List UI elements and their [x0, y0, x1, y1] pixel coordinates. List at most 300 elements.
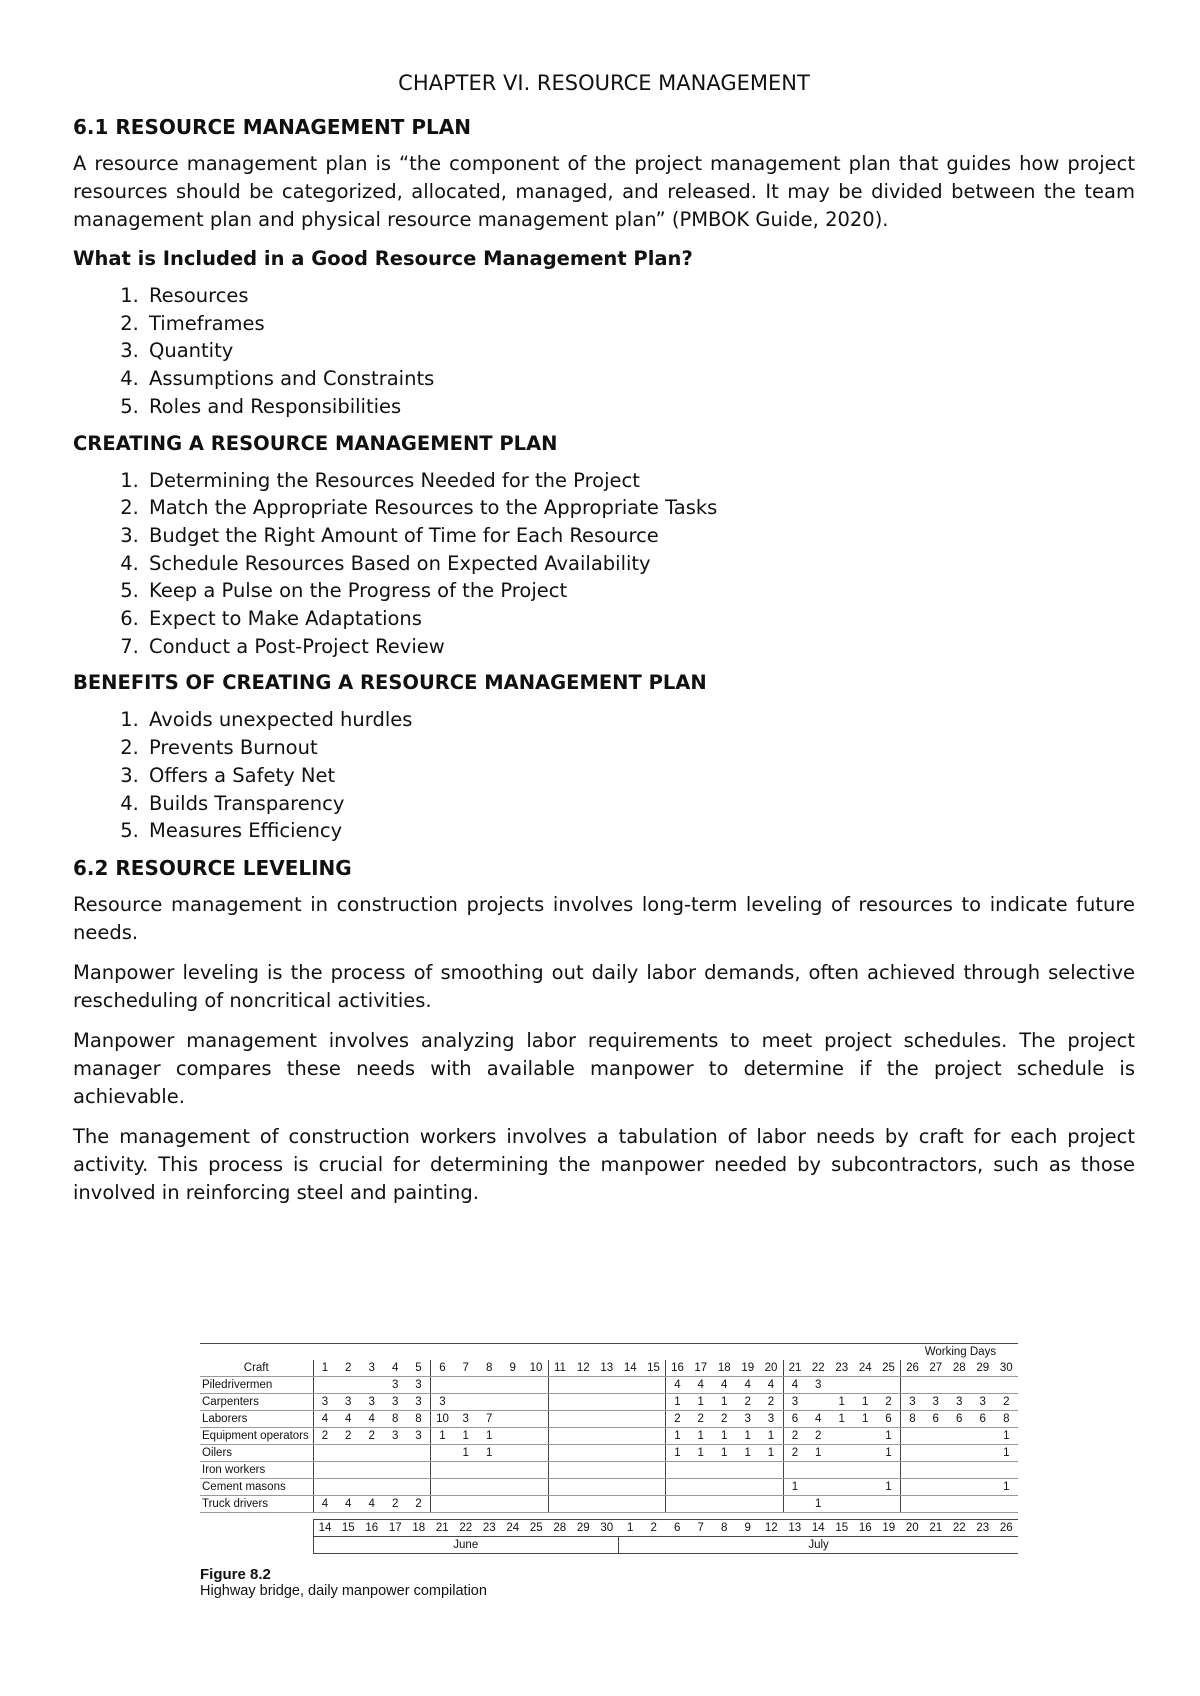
- benefits-list: [73, 706, 1135, 845]
- table-cell: 1: [689, 1428, 713, 1445]
- table-cell: 3: [384, 1428, 408, 1445]
- table-cell: [407, 1462, 431, 1479]
- table-cell: [548, 1428, 572, 1445]
- table-cell: [595, 1377, 619, 1394]
- craft-header: Craft: [200, 1360, 313, 1377]
- table-cell: 3: [971, 1394, 995, 1411]
- table-cell: 3: [901, 1394, 925, 1411]
- table-cell: [454, 1394, 478, 1411]
- table-cell: 4: [713, 1377, 737, 1394]
- table-cell: [478, 1462, 502, 1479]
- table-cell: [736, 1479, 760, 1496]
- list-item: 2. Timeframes: [145, 310, 1135, 338]
- table-cell: [901, 1479, 925, 1496]
- calendar-date: 20: [901, 1520, 925, 1537]
- table-cell: [313, 1462, 337, 1479]
- table-cell: 1: [877, 1479, 901, 1496]
- list-item: 1. Determining the Resources Needed for the Project: [145, 467, 1135, 495]
- section-heading-6-2: 6.2 RESOURCE LEVELING: [73, 855, 352, 880]
- table-cell: [854, 1377, 878, 1394]
- table-cell: [360, 1462, 384, 1479]
- figure-number: Figure 8.2: [200, 1566, 271, 1583]
- day-number: 21: [783, 1360, 807, 1377]
- table-cell: 1: [454, 1428, 478, 1445]
- month-july: July: [619, 1537, 1019, 1554]
- table-cell: [313, 1377, 337, 1394]
- manpower-figure: [200, 1343, 1018, 1599]
- table-cell: [948, 1377, 972, 1394]
- table-cell: 6: [783, 1411, 807, 1428]
- table-cell: [525, 1479, 549, 1496]
- table-cell: [854, 1428, 878, 1445]
- table-cell: 2: [666, 1411, 690, 1428]
- day-number: 24: [854, 1360, 878, 1377]
- table-cell: [830, 1377, 854, 1394]
- calendar-date: 7: [689, 1520, 713, 1537]
- table-cell: [642, 1445, 666, 1462]
- calendar-date: 13: [783, 1520, 807, 1537]
- table-cell: 4: [736, 1377, 760, 1394]
- table-cell: 3: [384, 1394, 408, 1411]
- list-item: 5. Measures Efficiency: [145, 817, 1135, 845]
- table-cell: 4: [760, 1377, 784, 1394]
- table-cell: 3: [948, 1394, 972, 1411]
- table-cell: [454, 1462, 478, 1479]
- craft-name: Oilers: [200, 1445, 313, 1462]
- table-cell: [360, 1479, 384, 1496]
- table-cell: 3: [337, 1394, 361, 1411]
- table-cell: [854, 1496, 878, 1513]
- table-cell: 1: [713, 1394, 737, 1411]
- table-cell: [619, 1428, 643, 1445]
- table-cell: 3: [313, 1394, 337, 1411]
- creating-heading: CREATING A RESOURCE MANAGEMENT PLAN: [73, 431, 558, 455]
- benefits-heading: BENEFITS OF CREATING A RESOURCE MANAGEMENT PLAN: [73, 671, 707, 695]
- table-cell: 1: [760, 1445, 784, 1462]
- table-cell: [830, 1462, 854, 1479]
- table-cell: [642, 1462, 666, 1479]
- included-list: [73, 282, 1135, 421]
- table-cell: [572, 1462, 596, 1479]
- table-cell: [454, 1377, 478, 1394]
- table-cell: [619, 1462, 643, 1479]
- list-item: 4. Schedule Resources Based on Expected Availability: [145, 550, 1135, 578]
- table-cell: 1: [877, 1428, 901, 1445]
- table-cell: [360, 1445, 384, 1462]
- day-number: 15: [642, 1360, 666, 1377]
- table-cell: [384, 1445, 408, 1462]
- table-cell: [689, 1479, 713, 1496]
- list-item: 5. Keep a Pulse on the Progress of the Project: [145, 577, 1135, 605]
- day-number: 29: [971, 1360, 995, 1377]
- table-cell: 1: [736, 1445, 760, 1462]
- included-heading: What is Included in a Good Resource Management Plan?: [73, 247, 693, 270]
- table-row: [200, 1445, 1018, 1462]
- calendar-date: 21: [924, 1520, 948, 1537]
- table-cell: 2: [313, 1428, 337, 1445]
- table-cell: [877, 1377, 901, 1394]
- table-cell: [924, 1479, 948, 1496]
- list-item: 2. Prevents Burnout: [145, 734, 1135, 762]
- table-cell: 3: [407, 1377, 431, 1394]
- table-cell: 1: [666, 1394, 690, 1411]
- table-cell: 6: [948, 1411, 972, 1428]
- table-cell: [619, 1496, 643, 1513]
- calendar-date: 12: [760, 1520, 784, 1537]
- table-cell: [595, 1428, 619, 1445]
- document-page: [73, 70, 1135, 1219]
- table-cell: [548, 1479, 572, 1496]
- table-cell: [642, 1411, 666, 1428]
- day-number: 17: [689, 1360, 713, 1377]
- table-cell: [619, 1445, 643, 1462]
- list-item: 1. Avoids unexpected hurdles: [145, 706, 1135, 734]
- table-row: [200, 1496, 1018, 1513]
- table-cell: 1: [995, 1479, 1019, 1496]
- header-row: [200, 1360, 1018, 1377]
- day-number: 28: [948, 1360, 972, 1377]
- table-cell: 6: [877, 1411, 901, 1428]
- table-cell: [830, 1428, 854, 1445]
- table-cell: [948, 1496, 972, 1513]
- table-cell: [407, 1479, 431, 1496]
- table-cell: [478, 1496, 502, 1513]
- table-cell: [337, 1445, 361, 1462]
- calendar-date: 21: [431, 1520, 455, 1537]
- table-cell: 8: [384, 1411, 408, 1428]
- day-number: 20: [760, 1360, 784, 1377]
- working-days-label: Working Days: [313, 1344, 1018, 1361]
- table-cell: 4: [337, 1496, 361, 1513]
- table-cell: [572, 1496, 596, 1513]
- table-cell: [924, 1462, 948, 1479]
- table-cell: 8: [407, 1411, 431, 1428]
- table-cell: [525, 1428, 549, 1445]
- table-row: [200, 1479, 1018, 1496]
- table-cell: [854, 1445, 878, 1462]
- table-cell: [830, 1496, 854, 1513]
- table-cell: [830, 1479, 854, 1496]
- table-cell: 2: [384, 1496, 408, 1513]
- chapter-title: CHAPTER VI. RESOURCE MANAGEMENT: [398, 71, 810, 95]
- table-cell: [525, 1462, 549, 1479]
- table-cell: 2: [783, 1445, 807, 1462]
- day-number: 19: [736, 1360, 760, 1377]
- paragraph: Manpower management involves analyzing labor requirements to meet project schedules. The project manager compares these needs with available manpower to determine if the project schedule is achievable.: [73, 1028, 1135, 1108]
- table-cell: [454, 1479, 478, 1496]
- table-cell: [642, 1479, 666, 1496]
- table-cell: 1: [689, 1445, 713, 1462]
- table-cell: 3: [736, 1411, 760, 1428]
- table-cell: [478, 1377, 502, 1394]
- table-cell: [407, 1445, 431, 1462]
- craft-name: Truck drivers: [200, 1496, 313, 1513]
- table-cell: [572, 1445, 596, 1462]
- calendar-date: 29: [572, 1520, 596, 1537]
- table-cell: [713, 1462, 737, 1479]
- table-cell: [619, 1377, 643, 1394]
- table-cell: [548, 1411, 572, 1428]
- table-cell: [642, 1496, 666, 1513]
- craft-name: Piledrivermen: [200, 1377, 313, 1394]
- table-cell: 1: [830, 1394, 854, 1411]
- table-row: [200, 1462, 1018, 1479]
- table-cell: [901, 1428, 925, 1445]
- day-number: 30: [995, 1360, 1019, 1377]
- table-cell: [313, 1445, 337, 1462]
- section-heading-6-1: 6.1 RESOURCE MANAGEMENT PLAN: [73, 115, 472, 139]
- table-cell: 1: [478, 1445, 502, 1462]
- calendar-date: 15: [830, 1520, 854, 1537]
- table-cell: [572, 1411, 596, 1428]
- table-cell: 2: [689, 1411, 713, 1428]
- table-cell: 3: [431, 1394, 455, 1411]
- table-cell: 1: [854, 1394, 878, 1411]
- calendar-date: 26: [995, 1520, 1019, 1537]
- list-item: 4. Assumptions and Constraints: [145, 365, 1135, 393]
- table-cell: 1: [713, 1445, 737, 1462]
- table-cell: 4: [337, 1411, 361, 1428]
- table-cell: [431, 1377, 455, 1394]
- table-cell: [736, 1462, 760, 1479]
- calendar-date: 9: [736, 1520, 760, 1537]
- day-number: 10: [525, 1360, 549, 1377]
- day-number: 22: [807, 1360, 831, 1377]
- table-cell: [642, 1394, 666, 1411]
- table-cell: [384, 1479, 408, 1496]
- table-cell: [337, 1462, 361, 1479]
- paragraph: Manpower leveling is the process of smoothing out daily labor demands, often achieved through selective rescheduling of noncritical activities.: [73, 960, 1135, 1012]
- table-cell: [431, 1445, 455, 1462]
- table-cell: [807, 1479, 831, 1496]
- paragraph: Resource management in construction projects involves long-term leveling of resources to indicate future needs.: [73, 892, 1135, 944]
- day-number: 3: [360, 1360, 384, 1377]
- months-row: [200, 1537, 1018, 1554]
- calendar-date: 14: [807, 1520, 831, 1537]
- table-cell: [572, 1428, 596, 1445]
- calendar-date: 16: [854, 1520, 878, 1537]
- table-cell: 4: [689, 1377, 713, 1394]
- day-number: 13: [595, 1360, 619, 1377]
- list-item: 4. Builds Transparency: [145, 790, 1135, 818]
- table-cell: [948, 1428, 972, 1445]
- day-number: 26: [901, 1360, 925, 1377]
- calendar-date: 30: [595, 1520, 619, 1537]
- table-row: [200, 1411, 1018, 1428]
- table-cell: 2: [337, 1428, 361, 1445]
- table-cell: [501, 1462, 525, 1479]
- day-number: 23: [830, 1360, 854, 1377]
- table-cell: [431, 1496, 455, 1513]
- table-cell: [689, 1462, 713, 1479]
- table-cell: [924, 1428, 948, 1445]
- table-cell: [525, 1411, 549, 1428]
- day-number: 8: [478, 1360, 502, 1377]
- table-cell: 8: [901, 1411, 925, 1428]
- table-cell: [572, 1377, 596, 1394]
- table-cell: [595, 1462, 619, 1479]
- table-cell: [995, 1496, 1019, 1513]
- day-number: 2: [337, 1360, 361, 1377]
- table-cell: 6: [924, 1411, 948, 1428]
- calendar-date: 16: [360, 1520, 384, 1537]
- table-cell: [313, 1479, 337, 1496]
- calendar-date: 25: [525, 1520, 549, 1537]
- paragraph: The management of construction workers involves a tabulation of labor needs by craft for each project activity. This process is crucial for determining the manpower needed by subcontractors, such as those involved in reinforcing steel and painting.: [73, 1124, 1135, 1204]
- table-cell: 2: [736, 1394, 760, 1411]
- table-cell: 3: [924, 1394, 948, 1411]
- table-cell: [760, 1496, 784, 1513]
- day-number: 18: [713, 1360, 737, 1377]
- table-cell: 1: [736, 1428, 760, 1445]
- craft-name: Carpenters: [200, 1394, 313, 1411]
- table-cell: [948, 1462, 972, 1479]
- table-cell: [854, 1462, 878, 1479]
- day-number: 6: [431, 1360, 455, 1377]
- resource-plan-definition: A resource management plan is “the component of the project management plan that guides how project resources should be categorized, allocated, managed, and released. It may be divided between the team management plan and physical resource management plan” (PMBOK Guide, 2020).: [73, 152, 1135, 231]
- table-cell: 4: [666, 1377, 690, 1394]
- table-cell: [713, 1479, 737, 1496]
- table-cell: 2: [877, 1394, 901, 1411]
- table-cell: [924, 1377, 948, 1394]
- table-cell: [548, 1496, 572, 1513]
- table-cell: [854, 1479, 878, 1496]
- day-number: 7: [454, 1360, 478, 1377]
- table-cell: [501, 1445, 525, 1462]
- table-cell: 1: [807, 1496, 831, 1513]
- spacer-row: [200, 1513, 1018, 1520]
- table-row: [200, 1428, 1018, 1445]
- calendar-date: 14: [313, 1520, 337, 1537]
- calendar-date: 15: [337, 1520, 361, 1537]
- table-cell: [595, 1496, 619, 1513]
- table-cell: 3: [454, 1411, 478, 1428]
- table-cell: [360, 1377, 384, 1394]
- table-cell: [337, 1377, 361, 1394]
- craft-name: Laborers: [200, 1411, 313, 1428]
- table-cell: [971, 1445, 995, 1462]
- table-cell: [525, 1496, 549, 1513]
- list-item: 7. Conduct a Post-Project Review: [145, 633, 1135, 661]
- table-cell: 7: [478, 1411, 502, 1428]
- table-cell: [595, 1445, 619, 1462]
- calendar-date: 24: [501, 1520, 525, 1537]
- table-cell: [971, 1428, 995, 1445]
- table-cell: 4: [360, 1496, 384, 1513]
- table-cell: [877, 1462, 901, 1479]
- calendar-date: 28: [548, 1520, 572, 1537]
- table-cell: [501, 1479, 525, 1496]
- table-cell: 3: [407, 1428, 431, 1445]
- table-cell: [525, 1377, 549, 1394]
- dates-corner: [200, 1520, 313, 1537]
- craft-name: Equipment operators: [200, 1428, 313, 1445]
- table-cell: [901, 1445, 925, 1462]
- day-number: 14: [619, 1360, 643, 1377]
- table-cell: [995, 1377, 1019, 1394]
- table-cell: [948, 1445, 972, 1462]
- table-cell: 1: [783, 1479, 807, 1496]
- list-item: 2. Match the Appropriate Resources to the Appropriate Tasks: [145, 494, 1135, 522]
- table-cell: [901, 1462, 925, 1479]
- table-cell: [337, 1479, 361, 1496]
- table-cell: [760, 1462, 784, 1479]
- table-cell: [501, 1394, 525, 1411]
- table-cell: [548, 1445, 572, 1462]
- day-number: 5: [407, 1360, 431, 1377]
- table-cell: [830, 1445, 854, 1462]
- table-cell: 2: [807, 1428, 831, 1445]
- table-cell: [948, 1479, 972, 1496]
- table-cell: 3: [360, 1394, 384, 1411]
- calendar-date: 1: [619, 1520, 643, 1537]
- table-cell: [666, 1462, 690, 1479]
- day-number: 4: [384, 1360, 408, 1377]
- list-item: 5. Roles and Responsibilities: [145, 393, 1135, 421]
- table-cell: 3: [407, 1394, 431, 1411]
- day-number: 12: [572, 1360, 596, 1377]
- table-cell: [666, 1479, 690, 1496]
- table-cell: [971, 1377, 995, 1394]
- table-cell: 1: [854, 1411, 878, 1428]
- table-cell: [924, 1496, 948, 1513]
- creating-list: [73, 467, 1135, 661]
- table-cell: [924, 1445, 948, 1462]
- table-cell: [548, 1377, 572, 1394]
- table-cell: [783, 1496, 807, 1513]
- table-cell: [807, 1462, 831, 1479]
- calendar-date: 22: [948, 1520, 972, 1537]
- table-cell: 4: [807, 1411, 831, 1428]
- craft-name: Cement masons: [200, 1479, 313, 1496]
- figure-caption: [200, 1566, 1018, 1599]
- table-cell: 10: [431, 1411, 455, 1428]
- table-cell: [760, 1479, 784, 1496]
- table-cell: 2: [713, 1411, 737, 1428]
- table-cell: [713, 1496, 737, 1513]
- table-cell: [971, 1462, 995, 1479]
- table-cell: 1: [713, 1428, 737, 1445]
- table-cell: [525, 1445, 549, 1462]
- table-cell: 1: [478, 1428, 502, 1445]
- table-cell: [807, 1394, 831, 1411]
- table-cell: [384, 1462, 408, 1479]
- table-cell: [501, 1411, 525, 1428]
- table-cell: [431, 1479, 455, 1496]
- table-row: [200, 1394, 1018, 1411]
- table-cell: [478, 1394, 502, 1411]
- table-cell: [971, 1479, 995, 1496]
- table-cell: 1: [995, 1445, 1019, 1462]
- table-cell: 3: [384, 1377, 408, 1394]
- table-cell: 4: [313, 1411, 337, 1428]
- table-cell: 3: [760, 1411, 784, 1428]
- table-cell: [595, 1411, 619, 1428]
- table-cell: 4: [360, 1411, 384, 1428]
- table-cell: 1: [807, 1445, 831, 1462]
- table-cell: 1: [689, 1394, 713, 1411]
- day-number: 11: [548, 1360, 572, 1377]
- day-number: 9: [501, 1360, 525, 1377]
- table-cell: 6: [971, 1411, 995, 1428]
- list-item: 3. Quantity: [145, 337, 1135, 365]
- table-cell: [666, 1496, 690, 1513]
- list-item: 3. Budget the Right Amount of Time for Each Resource: [145, 522, 1135, 550]
- table-cell: 2: [760, 1394, 784, 1411]
- table-cell: 1: [760, 1428, 784, 1445]
- month-june: June: [313, 1537, 619, 1554]
- day-number: 16: [666, 1360, 690, 1377]
